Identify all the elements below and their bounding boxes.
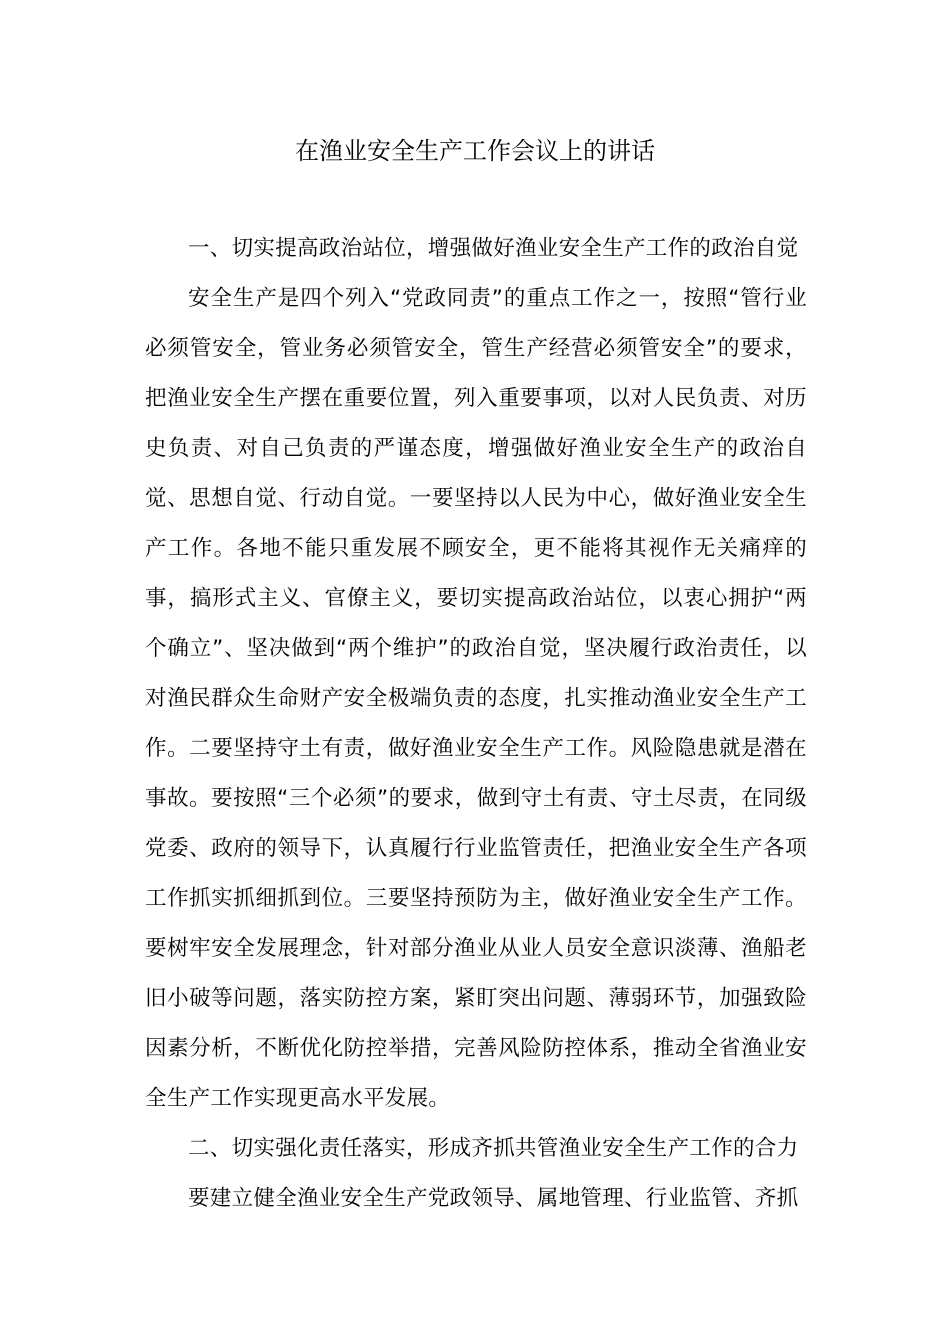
section-heading-2: 二、切实强化责任落实，形成齐抓共管渔业安全生产工作的合力: [188, 1136, 799, 1161]
body-paragraph-2: 要建立健全渔业安全生产党政领导、属地管理、行业监管、齐抓: [188, 1186, 799, 1211]
section-heading-1: 一、切实提高政治站位，增强做好渔业安全生产工作的政治自觉: [188, 236, 799, 261]
document-title: 在渔业安全生产工作会议上的讲话: [295, 137, 655, 165]
document-body: [145, 224, 807, 1224]
body-paragraph-1: 安全生产是四个列入“党政同责”的重点工作之一，按照“管行业必须管安全，管业务必须管安全，管生产经营必须管安全”的要求，把渔业安全生产摆在重要位置，列入重要事项，以对人民负责、对历史负责、对自己负责的严谨态度，增强做好渔业安全生产的政治自觉、思想自觉、行动自觉。一要坚持以人民为中心，做好渔业安全生产工作。各地不能只重发展不顾安全，更不能将其视作无关痛痒的事，搞形式主义、官僚主义，要切实提高政治站位，以衷心拥护“两个确立”、坚决做到“两个维护”的政治自觉，坚决履行政治责任，以对渔民群众生命财产安全极端负责的态度，扎实推动渔业安全生产工作。二要坚持守土有责，做好渔业安全生产工作。风险隐患就是潜在事故。要按照“三个必须”的要求，做到守土有责、守土尽责，在同级党委、政府的领导下，认真履行行业监管责任，把渔业安全生产各项工作抓实抓细抓到位。三要坚持预防为主，做好渔业安全生产工作。要树牢安全发展理念，针对部分渔业从业人员安全意识淡薄、渔船老旧小破等问题，落实防控方案，紧盯突出问题、薄弱环节，加强致险因素分析，不断优化防控举措，完善风险防控体系，推动全省渔业安全生产工作实现更高水平发展。: [145, 286, 807, 1111]
